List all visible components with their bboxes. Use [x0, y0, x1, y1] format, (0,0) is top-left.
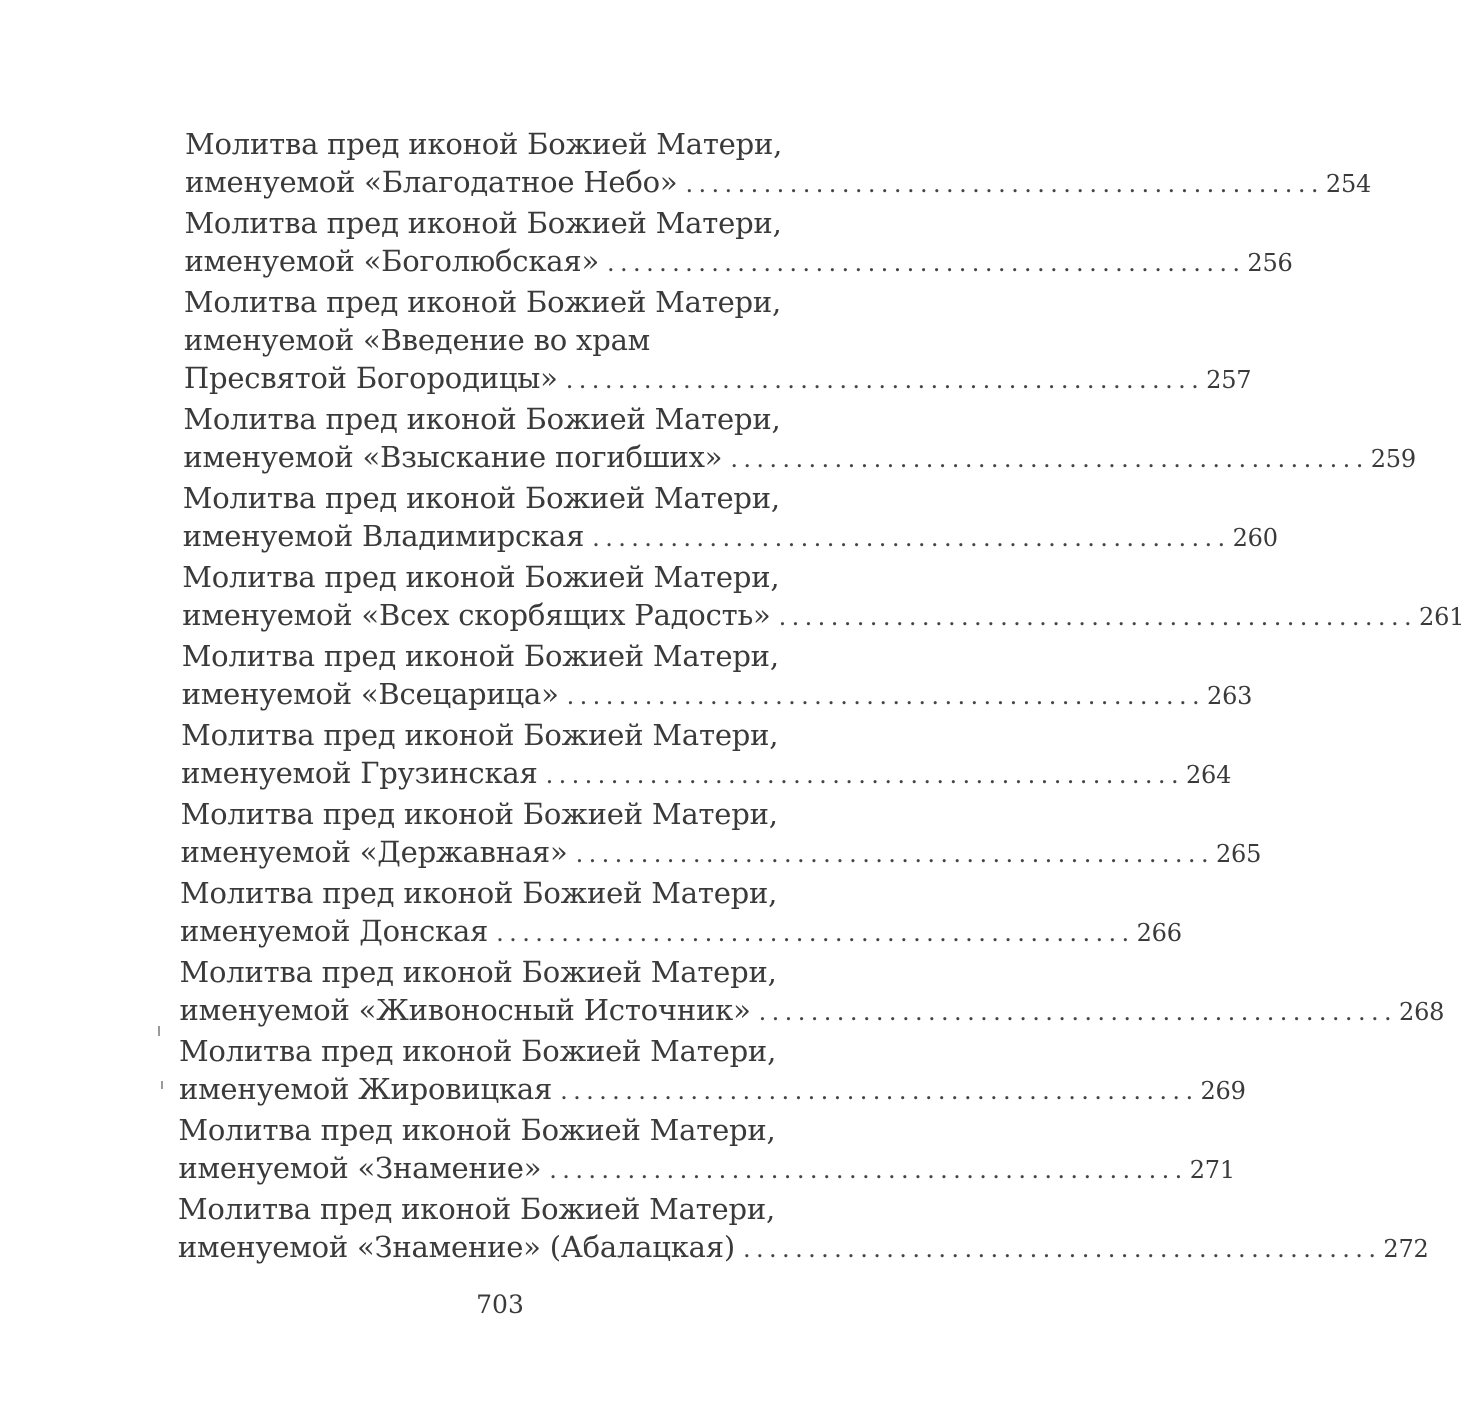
toc-entry-subtitle: именуемой Донская [180, 914, 489, 948]
toc-entry-title: Молитва пред иконой Божией Матери, [178, 1113, 776, 1147]
toc-entry [0, 402, 1416, 482]
toc-page-number: 264 [1185, 761, 1232, 789]
toc-page-number: 268 [1399, 998, 1445, 1026]
toc-entry [0, 560, 1464, 640]
toc-entry-subtitle: именуемой Жировицкая [178, 1072, 553, 1106]
toc-entry-subtitle: именуемой «Державная» [180, 835, 568, 869]
toc-entry-title: Молитва пред иконой Божией Матери, [183, 285, 782, 319]
toc-entry-last-line [181, 756, 1232, 790]
toc-entry [0, 206, 1293, 286]
toc-entry-title: Молитва пред иконой Божией Матери, [180, 876, 778, 910]
toc-page-number: 269 [1200, 1077, 1246, 1105]
dot-leader: ................................................. [545, 761, 1184, 789]
toc-page-number: 257 [1206, 366, 1252, 394]
toc-entry-last-line [184, 244, 1293, 278]
dot-leader: ................................................. [560, 1077, 1199, 1105]
toc-entry-last-line [179, 993, 1445, 1027]
toc-entry-subtitle: именуемой «Всех скорбящих Радость» [182, 598, 771, 632]
toc-entry-continuation: именуемой «Введение во храм [183, 323, 651, 357]
toc-entry-title: Молитва пред иконой Божией Матери, [184, 206, 782, 240]
scan-mark [161, 1081, 163, 1089]
toc-entry-title: Молитва пред иконой Божией Матери, [181, 639, 779, 673]
toc-entry-title: Молитва пред иконой Божией Матери, [183, 402, 781, 436]
toc-entry-title: Молитва пред иконой Божией Матери, [178, 1034, 777, 1068]
toc-entry [0, 639, 1253, 719]
toc-entry-title: Молитва пред иконой Божией Матери, [182, 560, 780, 594]
toc-page-number: 265 [1215, 840, 1262, 868]
dot-leader: ................................................. [758, 998, 1398, 1026]
toc-entry [0, 876, 1182, 956]
dot-leader: ................................................. [592, 524, 1231, 552]
page-number: 703 [476, 1290, 524, 1319]
toc-entry-last-line [177, 1230, 1429, 1264]
scan-mark [158, 1026, 160, 1036]
toc-entry-subtitle: именуемой «Знамение» [178, 1151, 542, 1185]
toc-entry [0, 481, 1278, 561]
toc-entry-title: Молитва пред иконой Божией Матери, [185, 127, 783, 161]
dot-leader: ................................................. [496, 919, 1135, 947]
toc-entry-subtitle: именуемой Владимирская [182, 519, 585, 553]
toc-entry-last-line [182, 519, 1278, 553]
toc-page-number: 259 [1370, 445, 1416, 473]
toc-entry-subtitle: именуемой «Благодатное Небо» [185, 165, 678, 199]
toc-page-number: 271 [1189, 1156, 1235, 1184]
toc-entry [0, 955, 1445, 1035]
toc-entry-title: Молитва пред иконой Божией Матери, [179, 955, 777, 989]
toc-entry-subtitle: именуемой «Знамение» (Абалацкая) [177, 1230, 735, 1264]
toc-entry-subtitle: именуемой «Всецарица» [181, 677, 559, 711]
toc-entry-title: Молитва пред иконой Божией Матери, [181, 718, 779, 752]
toc-entry-title: Молитва пред иконой Божией Матери, [182, 481, 780, 515]
toc-entry-title: Молитва пред иконой Божией Матери, [180, 797, 778, 831]
toc-entry [0, 285, 1252, 395]
dot-leader: ................................................. [730, 445, 1369, 473]
dot-leader: ................................................. [742, 1235, 1382, 1263]
toc-entry-subtitle: именуемой «Взыскание погибших» [183, 440, 723, 474]
dot-leader: ................................................. [685, 170, 1324, 198]
toc-entry-last-line [183, 440, 1416, 474]
toc-entry-last-line [182, 598, 1464, 632]
toc-entry [0, 127, 1372, 207]
toc-page-number: 261 [1419, 603, 1464, 631]
toc-entry-subtitle: именуемой «Боголюбская» [184, 244, 599, 278]
toc-page-number: 272 [1383, 1235, 1429, 1263]
toc-entry-last-line [178, 1072, 1246, 1106]
dot-leader: ................................................. [607, 249, 1246, 277]
dot-leader: ................................................. [566, 682, 1206, 710]
toc-entry-title: Молитва пред иконой Божией Матери, [177, 1192, 775, 1226]
toc-entry-subtitle: именуемой «Живоносный Источник» [179, 993, 751, 1027]
toc-entry [0, 797, 1262, 877]
toc-entry-last-line [180, 835, 1262, 869]
toc-page-number: 263 [1207, 682, 1253, 710]
dot-leader: ................................................. [549, 1156, 1188, 1184]
toc-entry [0, 1192, 1429, 1272]
dot-leader: ................................................. [778, 603, 1418, 631]
toc-entry [0, 1034, 1246, 1114]
toc-entry [0, 718, 1232, 798]
toc-page-number: 266 [1136, 919, 1182, 947]
toc-entry-last-line [181, 677, 1253, 711]
toc-entry [0, 1113, 1235, 1193]
dot-leader: ................................................. [575, 840, 1214, 868]
toc-entry-last-line [185, 165, 1372, 199]
toc-entry-subtitle: Пресвятой Богородицы» [183, 361, 558, 395]
toc-page-number: 256 [1247, 249, 1293, 277]
toc-entry-last-line [178, 1151, 1235, 1185]
toc-entry-last-line [180, 914, 1182, 948]
toc-page-number: 260 [1232, 524, 1278, 552]
dot-leader: ................................................. [565, 366, 1205, 394]
toc-entry-subtitle: именуемой Грузинская [181, 756, 538, 790]
toc-entry-last-line [183, 361, 1252, 395]
toc-page-number: 254 [1325, 170, 1372, 198]
